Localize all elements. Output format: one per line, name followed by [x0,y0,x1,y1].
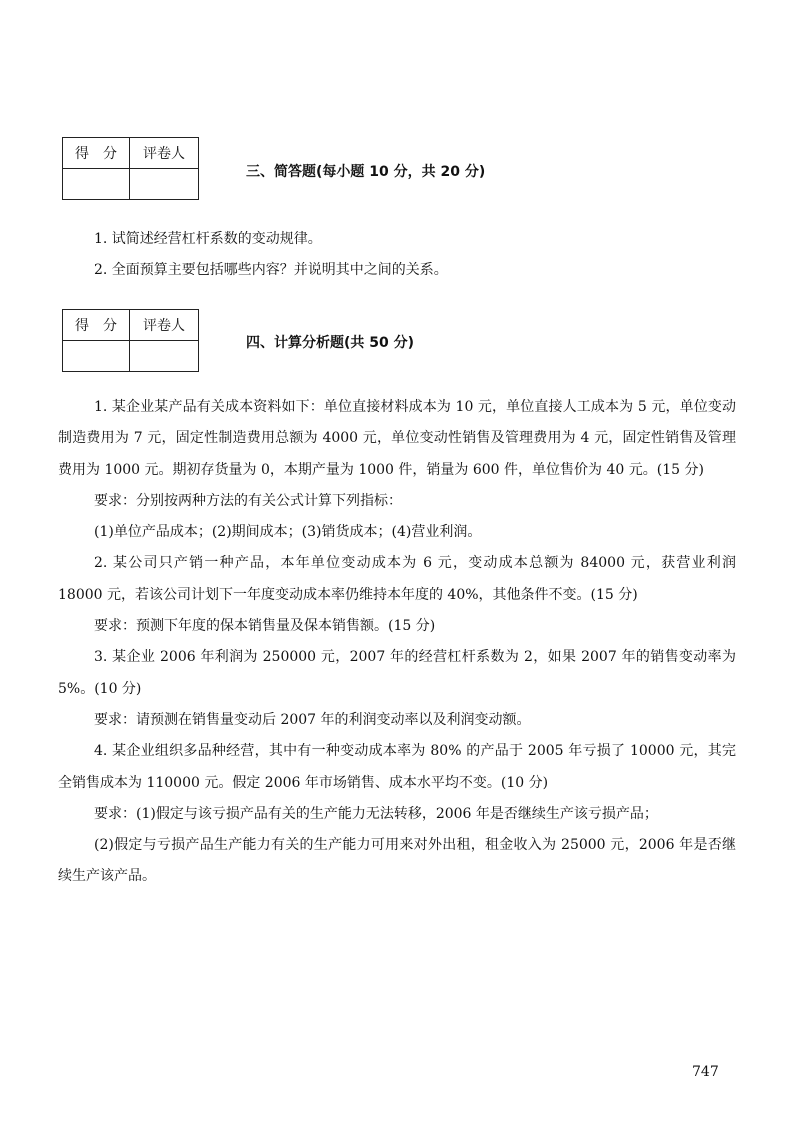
section-4-body [58,392,736,893]
question: 2. 全面预算主要包括哪些内容？并说明其中之间的关系。 [94,262,448,279]
requirement-items: (1)单位产品成本；(2)期间成本；(3)销货成本；(4)营业利润。 [94,524,482,541]
section-4-title: 四、计算分析题(共 50 分) [246,335,415,351]
requirement: (2)假定与亏损产品生产能力有关的生产能力可用来对外出租，租金收入为 25000 元，2006 年是否继续生产该产品。 [58,837,736,885]
requirement: 要求：分别按两种方法的有关公式计算下列指标： [94,492,402,509]
section-3-questions [58,224,736,287]
grader-cell [130,341,199,372]
question-4: 4. 某企业组织多品种经营，其中有一种变动成本率为 80% 的产品于 2005 年亏损了 10000 元，其完全销售成本为 110000 元。假定 2006 年市场销售、成本水平均不变。(10 分) [58,743,736,791]
score-label: 得 分 [63,138,130,169]
requirement: 要求：请预测在销售量变动后 2007 年的利润变动率以及利润变动额。 [94,711,531,728]
question: 1. 试简述经营杠杆系数的变动规律。 [94,231,322,247]
score-box-2 [62,309,199,372]
page-number: 747 [692,1064,719,1080]
grader-label: 评卷人 [130,310,199,341]
score-cell [63,169,130,200]
score-cell [63,341,130,372]
grader-label: 评卷人 [130,138,199,169]
question-3: 3. 某企业 2006 年利润为 250000 元，2007 年的经营杠杆系数为 2，如果 2007 年的销售变动率为 5%。(10 分) [58,649,736,697]
score-label: 得 分 [63,310,130,341]
requirement: 要求：预测下年度的保本销售量及保本销售额。(15 分) [94,618,436,635]
question-2: 2. 某公司只产销一种产品，本年单位变动成本为 6 元，变动成本总额为 84000 元，获营业利润 18000 元，若该公司计划下一年度变动成本率仍维持本年度的 40%，其他条件不变。(15 分) [58,555,736,603]
requirement: 要求：(1)假定与该亏损产品有关的生产能力无法转移，2006 年是否继续生产该亏损产品； [94,805,658,822]
grader-cell [130,169,199,200]
section-3-title: 三、简答题(每小题 10 分，共 20 分) [246,164,486,180]
score-box-1 [62,137,199,200]
question-1: 1. 某企业某产品有关成本资料如下：单位直接材料成本为 10 元，单位直接人工成本为 5 元，单位变动制造费用为 7 元，固定性制造费用总额为 4000 元，单位变动性销售及管理费用为 4 元，固定性销售及管理费用为 1000 元。期初存货量为 0，本期产量为 1000 件，销量为 600 件，单位售价为 40 元。(15 分) [58,399,736,478]
